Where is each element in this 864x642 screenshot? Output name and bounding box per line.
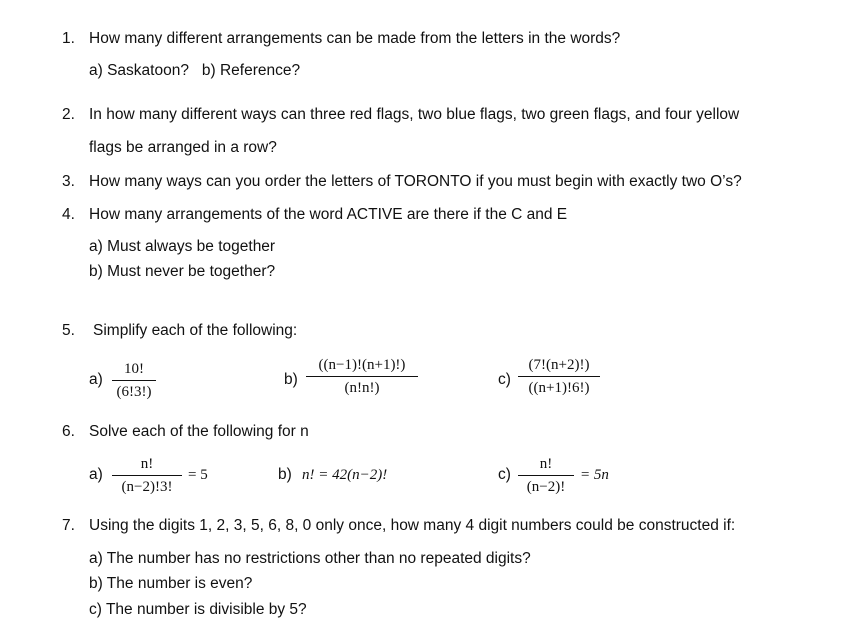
q6-b-equation: n! = 42(n−2)! bbox=[302, 467, 388, 483]
q7-c: c) The number is divisible by 5? bbox=[89, 601, 307, 618]
q6-a-numerator: n! bbox=[140, 456, 154, 472]
q4-number: 4. bbox=[62, 206, 75, 223]
q4-a: a) Must always be together bbox=[89, 238, 276, 255]
q1-number: 1. bbox=[62, 30, 75, 47]
fraction-bar bbox=[112, 380, 156, 381]
fraction-bar bbox=[306, 376, 418, 377]
q5-b-label: b) bbox=[284, 371, 298, 388]
q7-number: 7. bbox=[62, 517, 75, 534]
q5-b-fraction bbox=[306, 357, 418, 397]
q4-b: b) Must never be together? bbox=[89, 263, 276, 280]
q1-text: How many different arrangements can be made from the letters in the words? bbox=[89, 30, 621, 47]
q5-b-numerator: ((n−1)!(n+1)!) bbox=[318, 357, 406, 373]
q6-a-denominator: (n−2)!3! bbox=[121, 479, 173, 495]
q6-text: Solve each of the following for n bbox=[89, 423, 309, 440]
q6-c-rhs: = 5n bbox=[580, 467, 609, 483]
q7-text: Using the digits 1, 2, 3, 5, 6, 8, 0 only once, how many 4 digit numbers could be constructed if: bbox=[89, 517, 736, 534]
q5-a-numerator: 10! bbox=[124, 361, 144, 377]
q7-b: b) The number is even? bbox=[89, 575, 253, 592]
fraction-bar bbox=[518, 475, 574, 476]
q2-line2: flags be arranged in a row? bbox=[89, 139, 277, 156]
q6-number: 6. bbox=[62, 423, 75, 440]
q5-a-denominator: (6!3!) bbox=[116, 384, 152, 400]
q6-b-label: b) bbox=[278, 466, 292, 483]
q6-c-denominator: (n−2)! bbox=[526, 479, 566, 495]
q6-c-label: c) bbox=[498, 466, 511, 483]
q2-number: 2. bbox=[62, 106, 75, 123]
q5-a-fraction bbox=[112, 361, 156, 401]
fraction-bar bbox=[112, 475, 182, 476]
q6-c-numerator: n! bbox=[539, 456, 553, 472]
q5-c-fraction bbox=[518, 357, 600, 397]
q6-a-fraction bbox=[112, 456, 182, 496]
q3-text: How many ways can you order the letters of TORONTO if you must begin with exactly two O’s? bbox=[89, 173, 742, 190]
fraction-bar bbox=[518, 376, 600, 377]
q2-line1: In how many different ways can three red flags, two blue flags, two green flags, and four yellow bbox=[89, 106, 740, 123]
q5-b-denominator: (n!n!) bbox=[344, 380, 380, 396]
q7-a: a) The number has no restrictions other than no repeated digits? bbox=[89, 550, 531, 567]
q5-text: Simplify each of the following: bbox=[93, 322, 298, 339]
q5-number: 5. bbox=[62, 322, 75, 339]
q1-sub: a) Saskatoon? b) Reference? bbox=[89, 62, 301, 79]
q5-c-numerator: (7!(n+2)!) bbox=[528, 357, 590, 373]
q5-c-label: c) bbox=[498, 371, 511, 388]
q3-number: 3. bbox=[62, 173, 75, 190]
q6-a-rhs: = 5 bbox=[188, 467, 208, 483]
q5-c-denominator: ((n+1)!6!) bbox=[528, 380, 590, 396]
q6-a-label: a) bbox=[89, 466, 103, 483]
q4-text: How many arrangements of the word ACTIVE are there if the C and E bbox=[89, 206, 568, 223]
q6-c-fraction bbox=[518, 456, 574, 496]
q5-a-label: a) bbox=[89, 371, 103, 388]
